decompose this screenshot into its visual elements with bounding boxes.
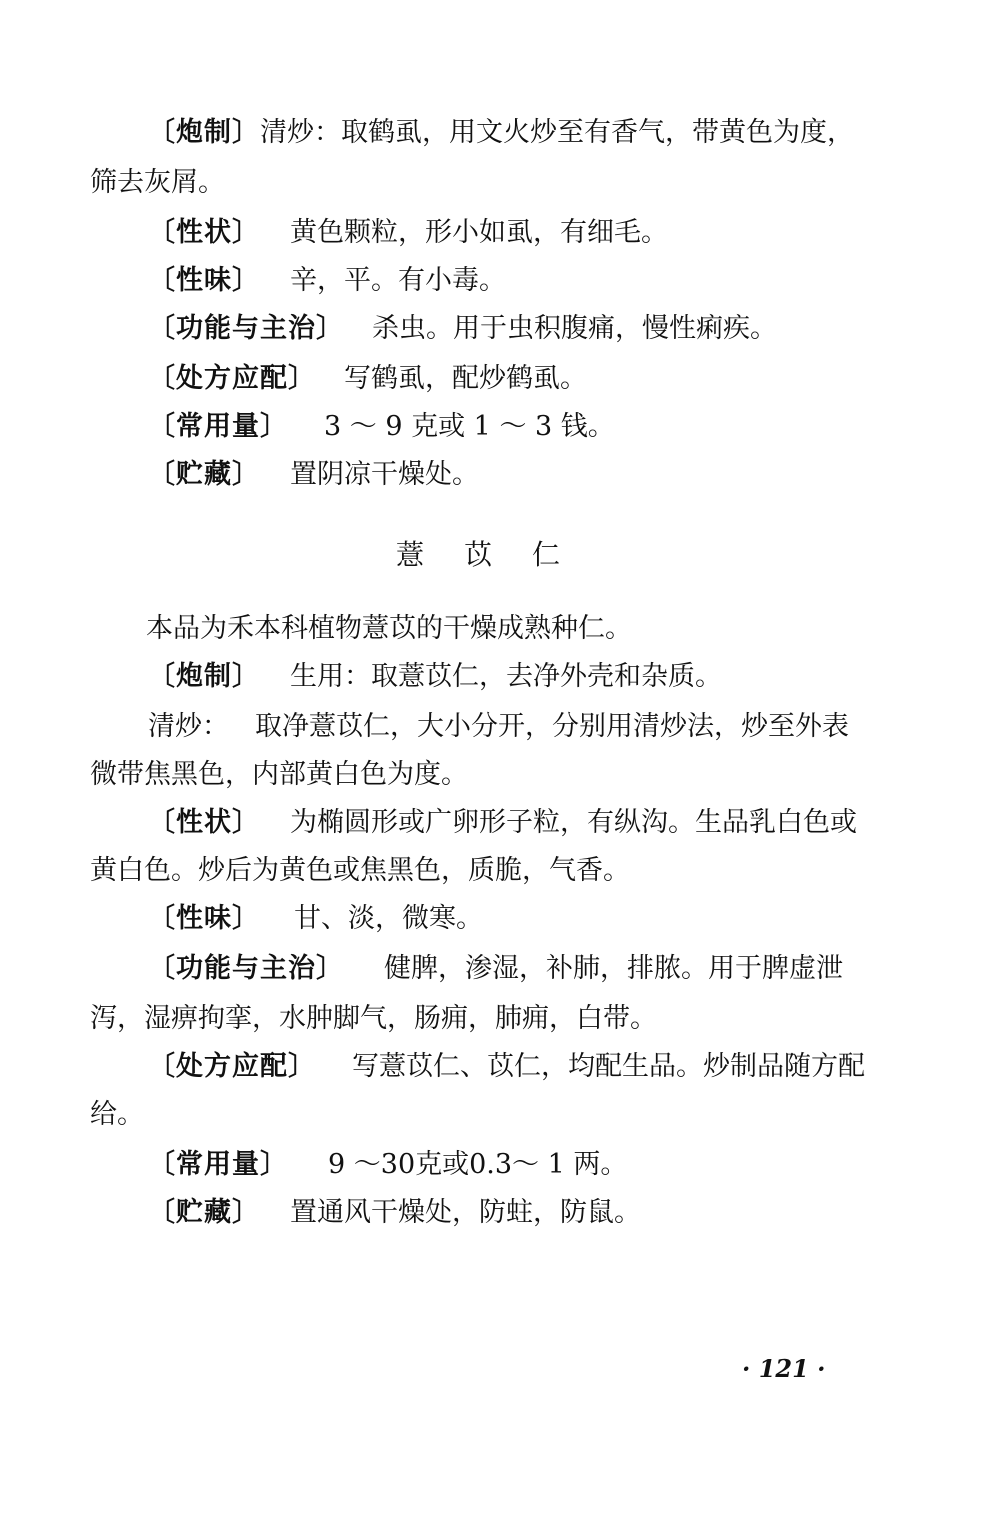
- s2-gongneng-text1: 健脾，渗湿，补肺，排脓。用于脾虚泄: [384, 953, 843, 984]
- s2-qingchao-text1: 取净薏苡仁，大小分开，分别用清炒法，炒至外表: [255, 711, 849, 742]
- s2-paozhi-line: [148, 660, 722, 694]
- s2-zhucang-text: 置通风干燥处，防蛀，防鼠。: [290, 1197, 641, 1228]
- s2-xingwei-line: [148, 902, 483, 936]
- s1-xingzhuang-tag: 〔性状〕: [148, 217, 260, 248]
- s1-paozhi-line2: [90, 166, 225, 200]
- s2-yongliang-tag: 〔常用量〕: [148, 1149, 288, 1180]
- s2-gongneng-text2: 泻，湿痹拘挛，水肿脚气，肠痈，肺痈，白带。: [90, 1003, 657, 1034]
- s2-chufang-tag: 〔处方应配〕: [148, 1051, 316, 1082]
- s2-xingzhuang-tag: 〔性状〕: [148, 807, 260, 838]
- s1-paozhi-line: [148, 116, 854, 150]
- s2-zhucang-tag: 〔贮藏〕: [148, 1197, 260, 1228]
- s2-chufang-line: [148, 1050, 865, 1084]
- section-title: 薏苡仁: [396, 538, 601, 571]
- s2-qingchao-text2: 微带焦黑色，内部黄白色为度。: [90, 759, 468, 790]
- s2-gongneng-tag: 〔功能与主治〕: [148, 953, 344, 984]
- s1-xingwei-text: 辛，平。有小毒。: [290, 265, 506, 296]
- s1-gongneng-line: [148, 312, 777, 346]
- s1-zhucang-tag: 〔贮藏〕: [148, 459, 260, 490]
- s1-chufang-text: 写鹤虱，配炒鹤虱。: [344, 363, 587, 394]
- s1-paozhi-tag: 〔炮制〕: [148, 117, 260, 148]
- s2-yongliang-text: 9 ～30克或0.3～ 1 两。: [328, 1149, 628, 1180]
- s1-chufang-line: [148, 362, 587, 396]
- s1-zhucang-text: 置阴凉干燥处。: [290, 459, 479, 490]
- s1-xingwei-tag: 〔性味〕: [148, 265, 260, 296]
- s2-qingchao-label: 清炒：: [148, 711, 229, 742]
- s1-gongneng-tag: 〔功能与主治〕: [148, 313, 344, 344]
- s1-xingwei-line: [148, 264, 506, 298]
- s2-xingzhuang-text1: 为椭圆形或广卵形子粒，有纵沟。生品乳白色或: [290, 807, 857, 838]
- s2-intro: 本品为禾本科植物薏苡的干燥成熟种仁。: [146, 613, 632, 644]
- s1-xingzhuang-line: [148, 216, 668, 250]
- s2-zhucang-line: [148, 1196, 641, 1230]
- s2-gongneng-line: [148, 952, 843, 986]
- s2-chufang-text1: 写薏苡仁、苡仁，均配生品。炒制品随方配: [352, 1051, 865, 1082]
- s2-chufang-line2: [90, 1098, 144, 1132]
- s2-qingchao-line2: [90, 758, 468, 792]
- s2-xingzhuang-line2: [90, 854, 630, 888]
- s2-qingchao-line: [148, 710, 849, 744]
- s1-chufang-tag: 〔处方应配〕: [148, 363, 316, 394]
- s1-gongneng-text: 杀虫。用于虫积腹痛，慢性痢疾。: [372, 313, 777, 344]
- s1-zhucang-line: [148, 458, 479, 492]
- s1-paozhi-text2: 筛去灰屑。: [90, 167, 225, 198]
- s2-paozhi-tag: 〔炮制〕: [148, 661, 260, 692]
- s2-xingwei-text: 甘、淡，微寒。: [294, 903, 483, 934]
- s2-paozhi-text: 生用：取薏苡仁，去净外壳和杂质。: [290, 661, 722, 692]
- s2-gongneng-line2: [90, 1002, 657, 1036]
- s2-yongliang-line: [148, 1148, 627, 1182]
- s1-yongliang-tag: 〔常用量〕: [148, 411, 288, 442]
- s2-chufang-text2: 给。: [90, 1099, 144, 1130]
- s1-xingzhuang-text: 黄色颗粒，形小如虱，有细毛。: [290, 217, 668, 248]
- page-number: · 121 ·: [742, 1354, 826, 1383]
- s2-xingzhuang-text2: 黄白色。炒后为黄色或焦黑色，质脆，气香。: [90, 855, 630, 886]
- s2-intro-line: [146, 612, 632, 646]
- s2-xingwei-tag: 〔性味〕: [148, 903, 260, 934]
- s2-xingzhuang-line: [148, 806, 857, 840]
- s1-yongliang-text: 3 ～ 9 克或 1 ～ 3 钱。: [324, 411, 615, 442]
- s1-yongliang-line: [148, 410, 615, 444]
- s1-paozhi-text: 清炒：取鹤虱，用文火炒至有香气，带黄色为度，: [260, 117, 854, 148]
